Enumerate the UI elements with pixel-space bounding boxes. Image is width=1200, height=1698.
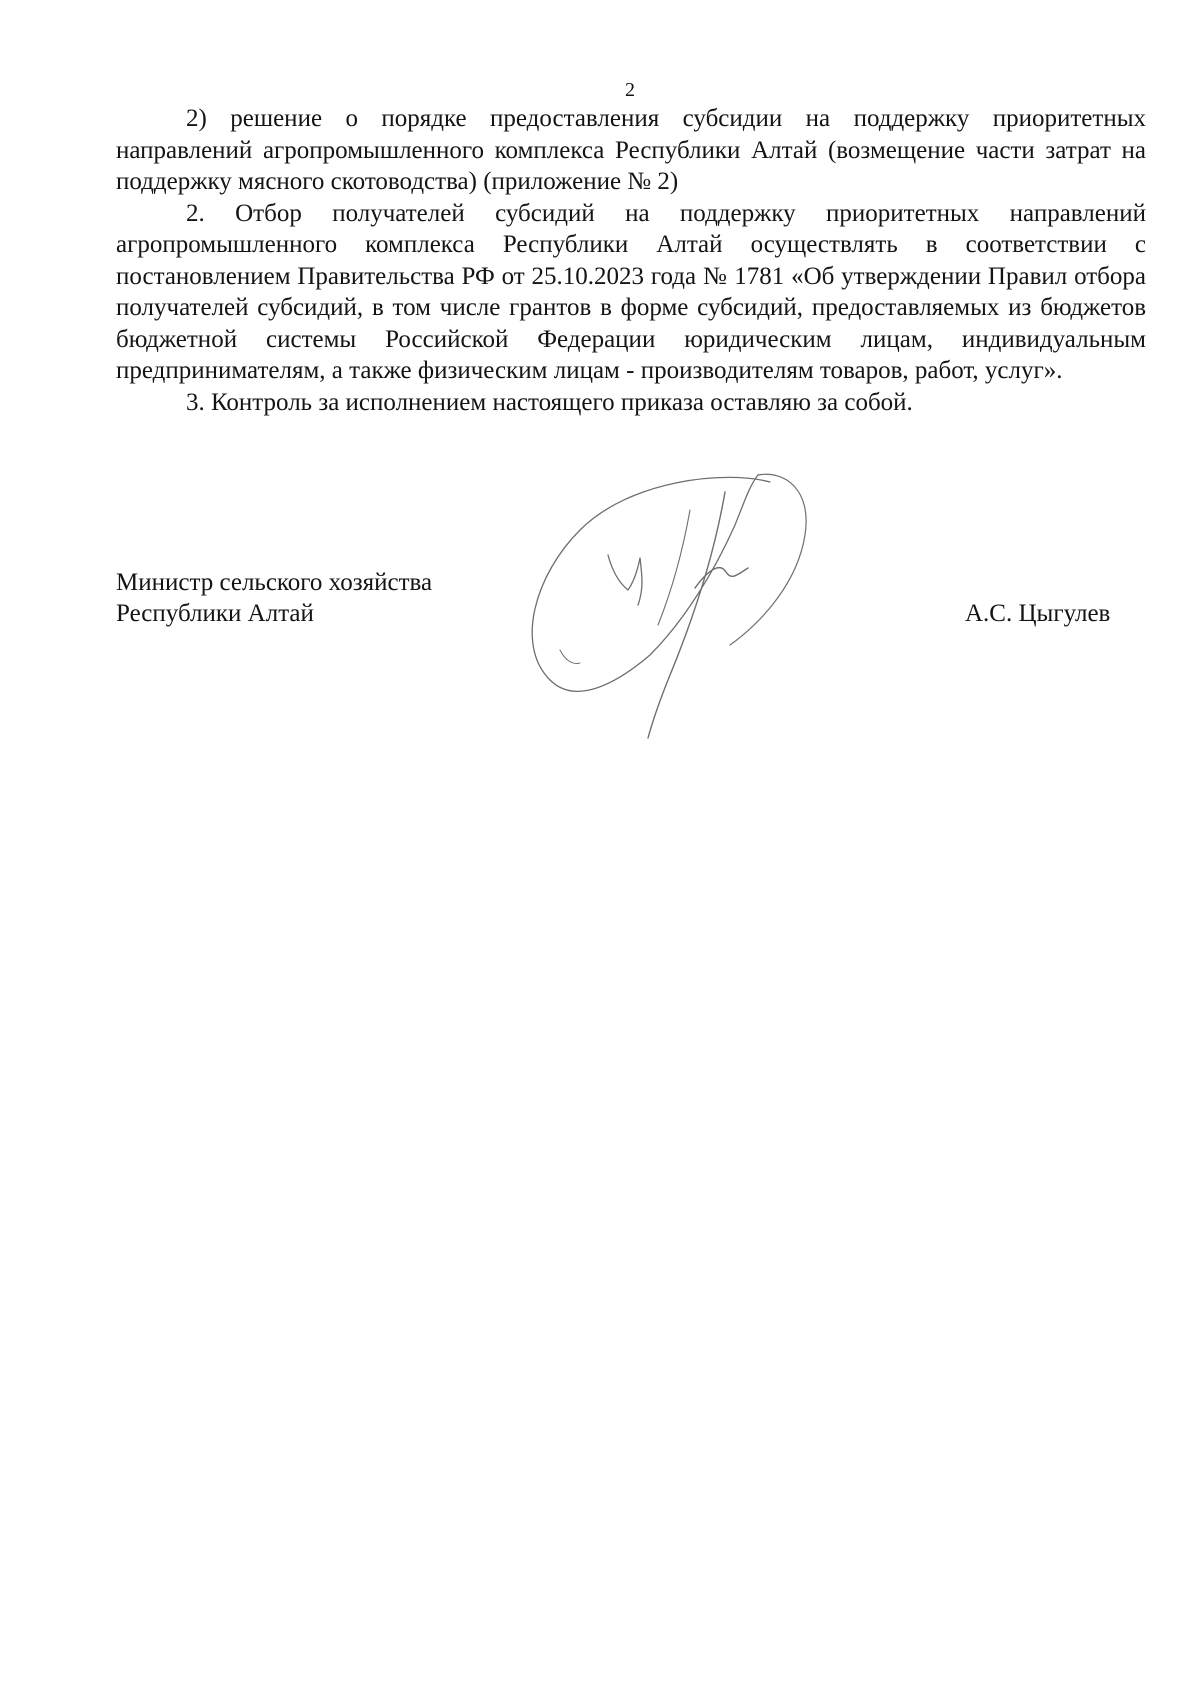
signatory-position-line-1: Министр сельского хозяйства — [116, 569, 433, 596]
signature-letter-stroke — [608, 555, 642, 605]
handwritten-signature — [520, 470, 860, 740]
paragraph-selection-procedure: 2. Отбор получателей субсидий на поддержку приоритетных направлений агропромышленного комплекса Республики Алтай осуществлять в соответствии с постановлением Правительства РФ от 25.10.2023 года № 1781 «Об утверждении Правил отбора получателей субсидий, в том числе грантов в форме субсидий, предоставляемых из бюджетов бюджетной системы Российской Федерации юридическим лицам, индивидуальным предпринимателям, а также физическим лицам - производителям товаров, работ, услуг». — [116, 199, 1146, 384]
signatory-name: А.С. Цыгулев — [965, 600, 1111, 627]
page-number: 2 — [625, 79, 635, 101]
signature-descender-stroke-2 — [658, 510, 690, 625]
signature-loop-stroke — [532, 475, 770, 691]
paragraph-item-2: 2) решение о порядке предоставления субсидии на поддержку приоритетных направлений агропромышленного комплекса Республики Алтай (возмещение части затрат на поддержку мясного скотоводства) (приложение № 2) — [116, 105, 1146, 195]
signatory-position-line-2: Республики Алтай — [116, 600, 314, 627]
signatory-position — [116, 567, 432, 629]
document-body — [116, 103, 1146, 418]
signature-upper-stroke — [730, 474, 806, 645]
paragraph-control: 3. Контроль за исполнением настоящего приказа оставляю за собой. — [186, 388, 913, 416]
signature-tick-stroke — [560, 650, 580, 663]
